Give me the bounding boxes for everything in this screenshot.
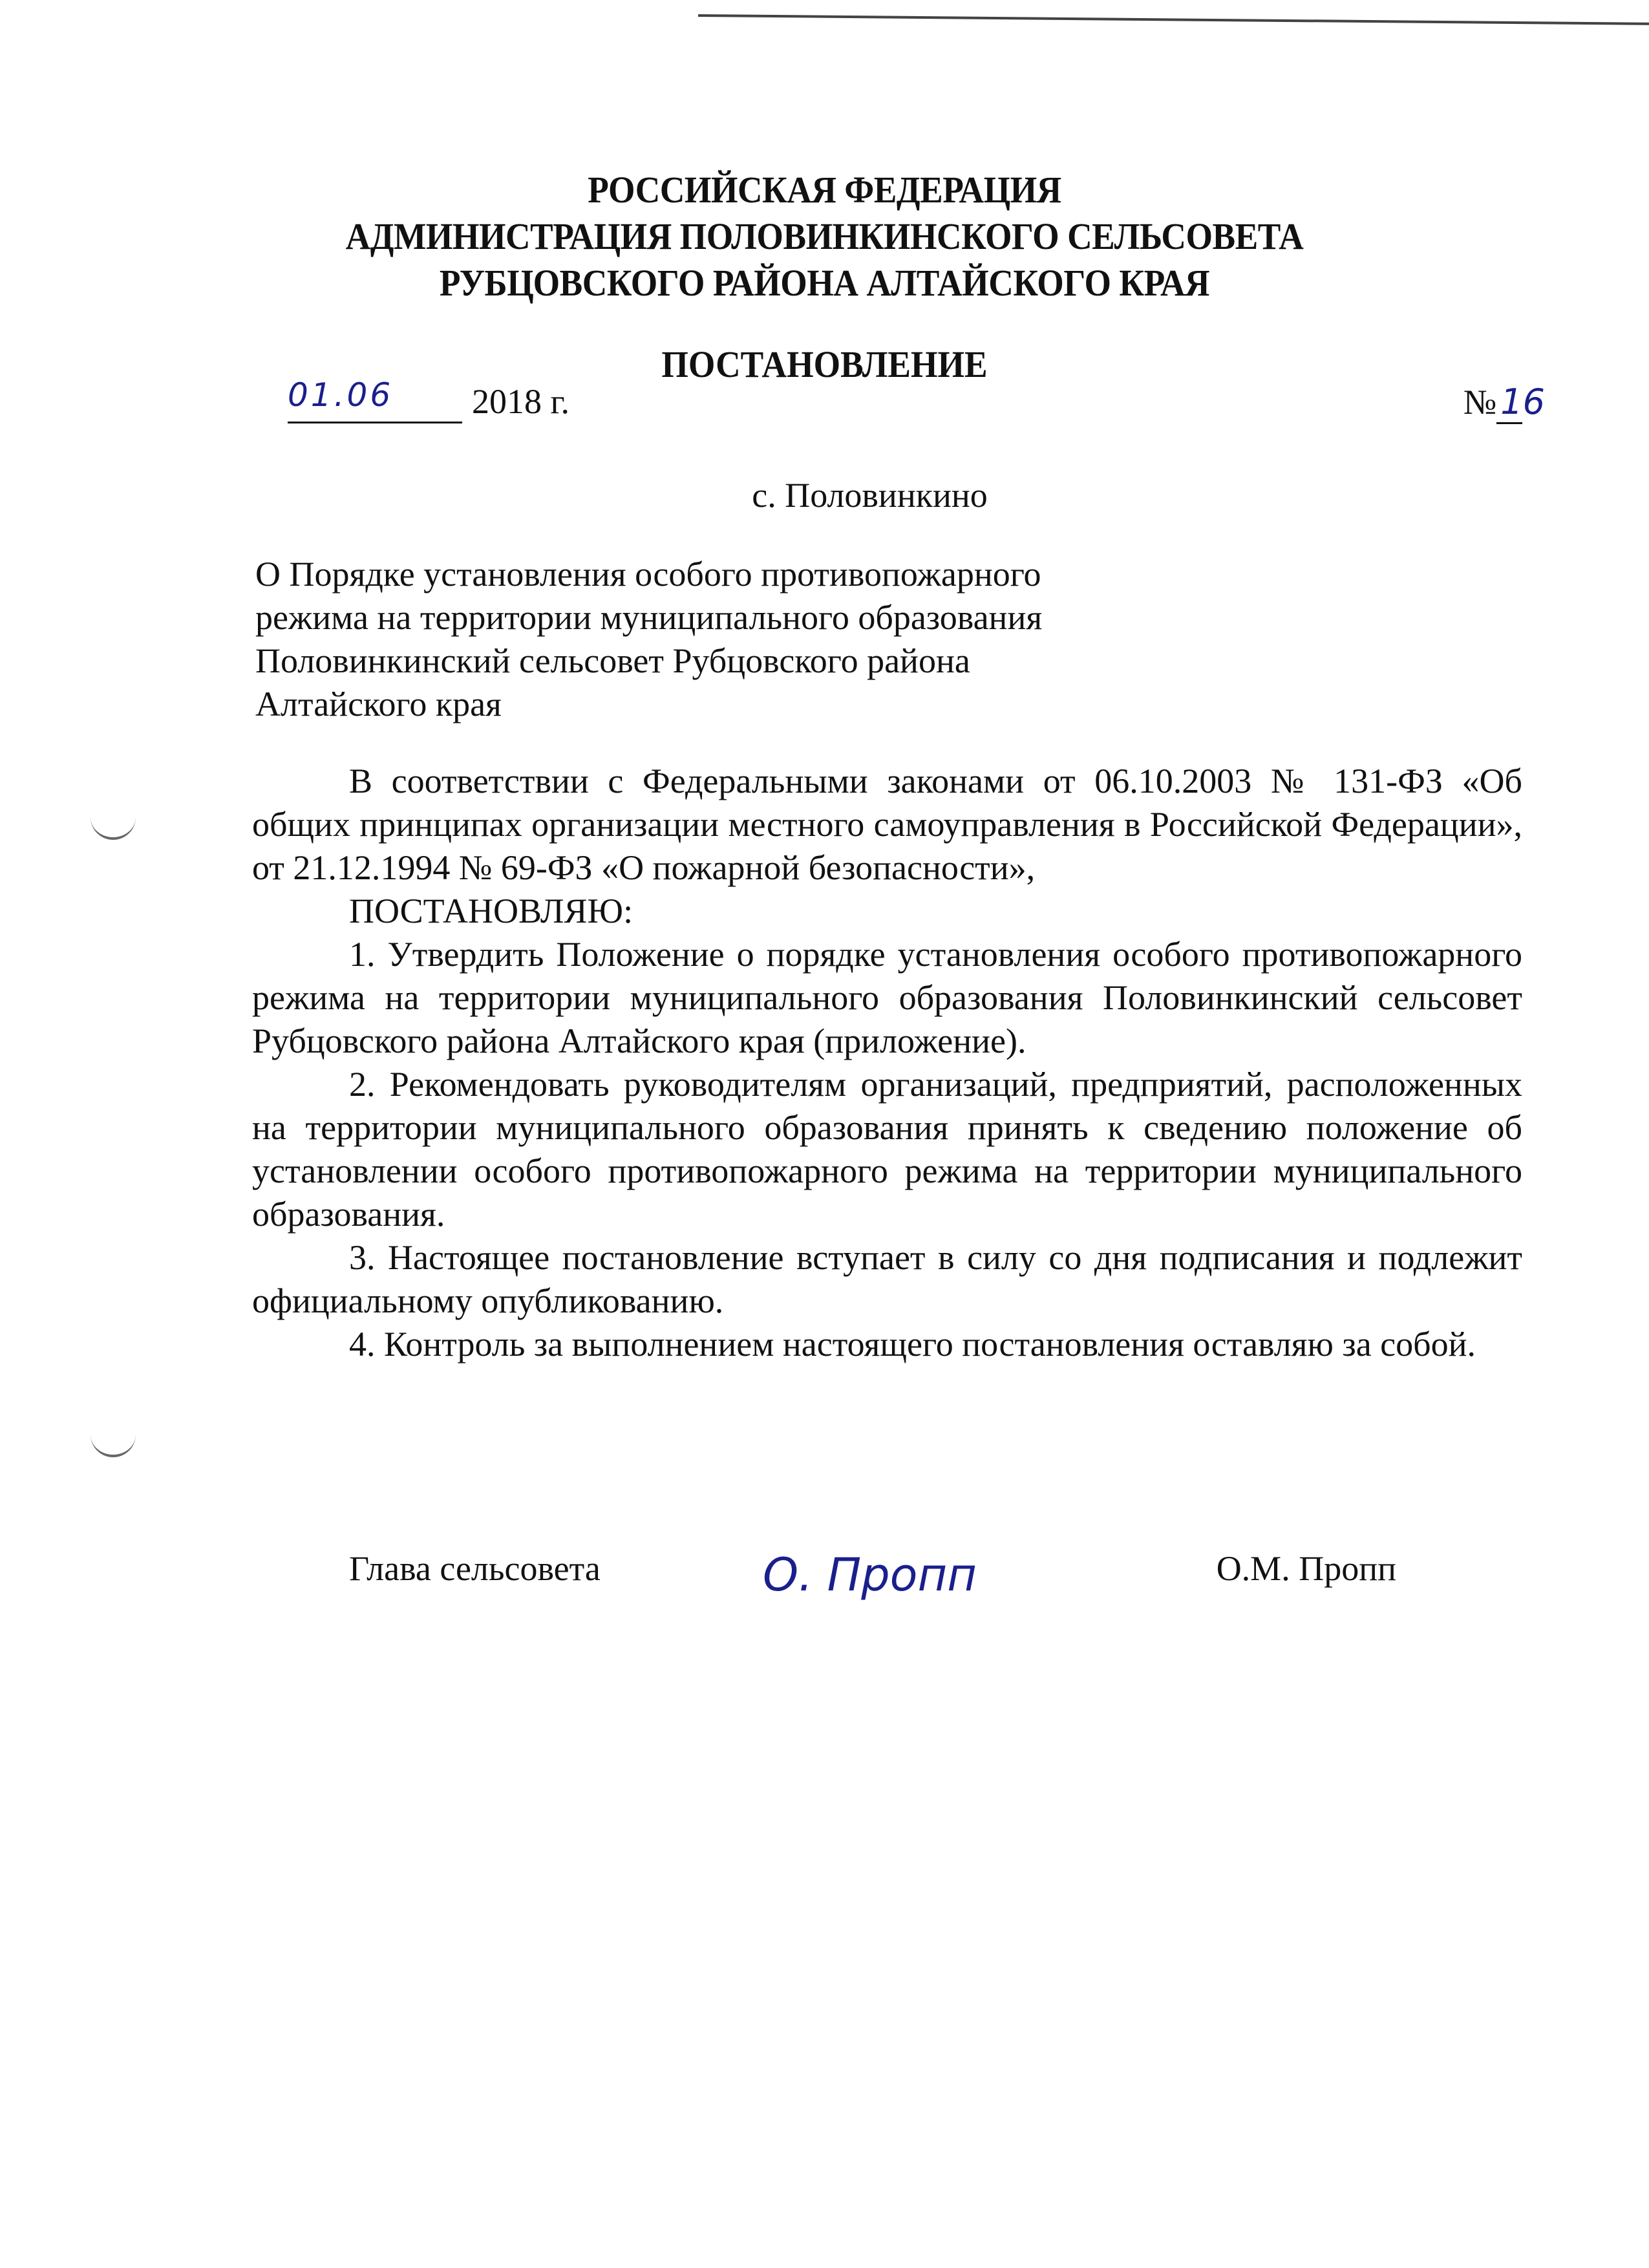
document-type-title: ПОСТАНОВЛЕНИЕ [661,343,988,385]
header-line: РУБЦОВСКОГО РАЙОНА АЛТАЙСКОГО КРАЯ [439,262,1210,304]
subject-line: О Порядке установления особого противопожарного [255,555,1041,594]
resolution-item: 4. Контроль за выполнением настоящего постановления оставляю за собой. [349,1325,1476,1364]
place-of-issue: с. Половинкино [752,476,988,515]
scan-edge-line [698,14,1649,25]
handwritten-date: 01.06 [288,376,394,414]
number-label: № [1463,383,1497,422]
resolution-subject [255,553,1160,726]
resolution-item: 3. Настоящее постановление вступает в силу со дня подписания и подлежит официальному опубликованию. [252,1238,1522,1320]
handwritten-signature: О. Пропп [763,1548,977,1601]
date-number-row [278,376,1545,433]
signature-block [349,1548,1396,1626]
punch-hole-mark [90,1429,136,1457]
document-number [1463,381,1545,424]
resolution-body [252,760,1522,1366]
issuer-header [66,167,1583,306]
signatory-position: Глава сельсовета [349,1549,601,1588]
header-line: АДМИНИСТРАЦИЯ ПОЛОВИНКИНСКОГО СЕЛЬСОВЕТА [345,215,1304,257]
header-line: РОССИЙСКАЯ ФЕДЕРАЦИЯ [588,169,1061,211]
subject-line: Половинкинский сельсовет Рубцовского района [255,641,970,680]
date-field [288,376,462,423]
subject-line: Алтайского края [255,685,502,723]
year-text: 2018 г. [472,382,570,421]
punch-hole-mark [90,811,136,840]
subject-line: режима на территории муниципального образования [255,598,1043,637]
preamble-paragraph: В соответствии с Федеральными законами от 06.10.2003 № 131-ФЗ «Об общих принципах организации местного самоуправления в Российской Федерации», от 21.12.1994 № 69-ФЗ «О пожарной безопасности», [252,762,1522,887]
resolve-word: ПОСТАНОВЛЯЮ: [349,892,633,930]
signatory-name: О.М. Пропп [1216,1549,1396,1588]
resolution-item: 1. Утвердить Положение о порядке установления особого противопожарного режима на территории муниципального образования Половинкинский сельсовет Рубцовского района Алтайского края (приложение). [252,935,1522,1060]
resolution-item: 2. Рекомендовать руководителям организаций, предприятий, расположенных на территории муниципального образования принять к сведению положение об установлении особого противопожарного режима на территории муниципального образования. [252,1065,1522,1234]
handwritten-number: 16 [1500,381,1545,422]
